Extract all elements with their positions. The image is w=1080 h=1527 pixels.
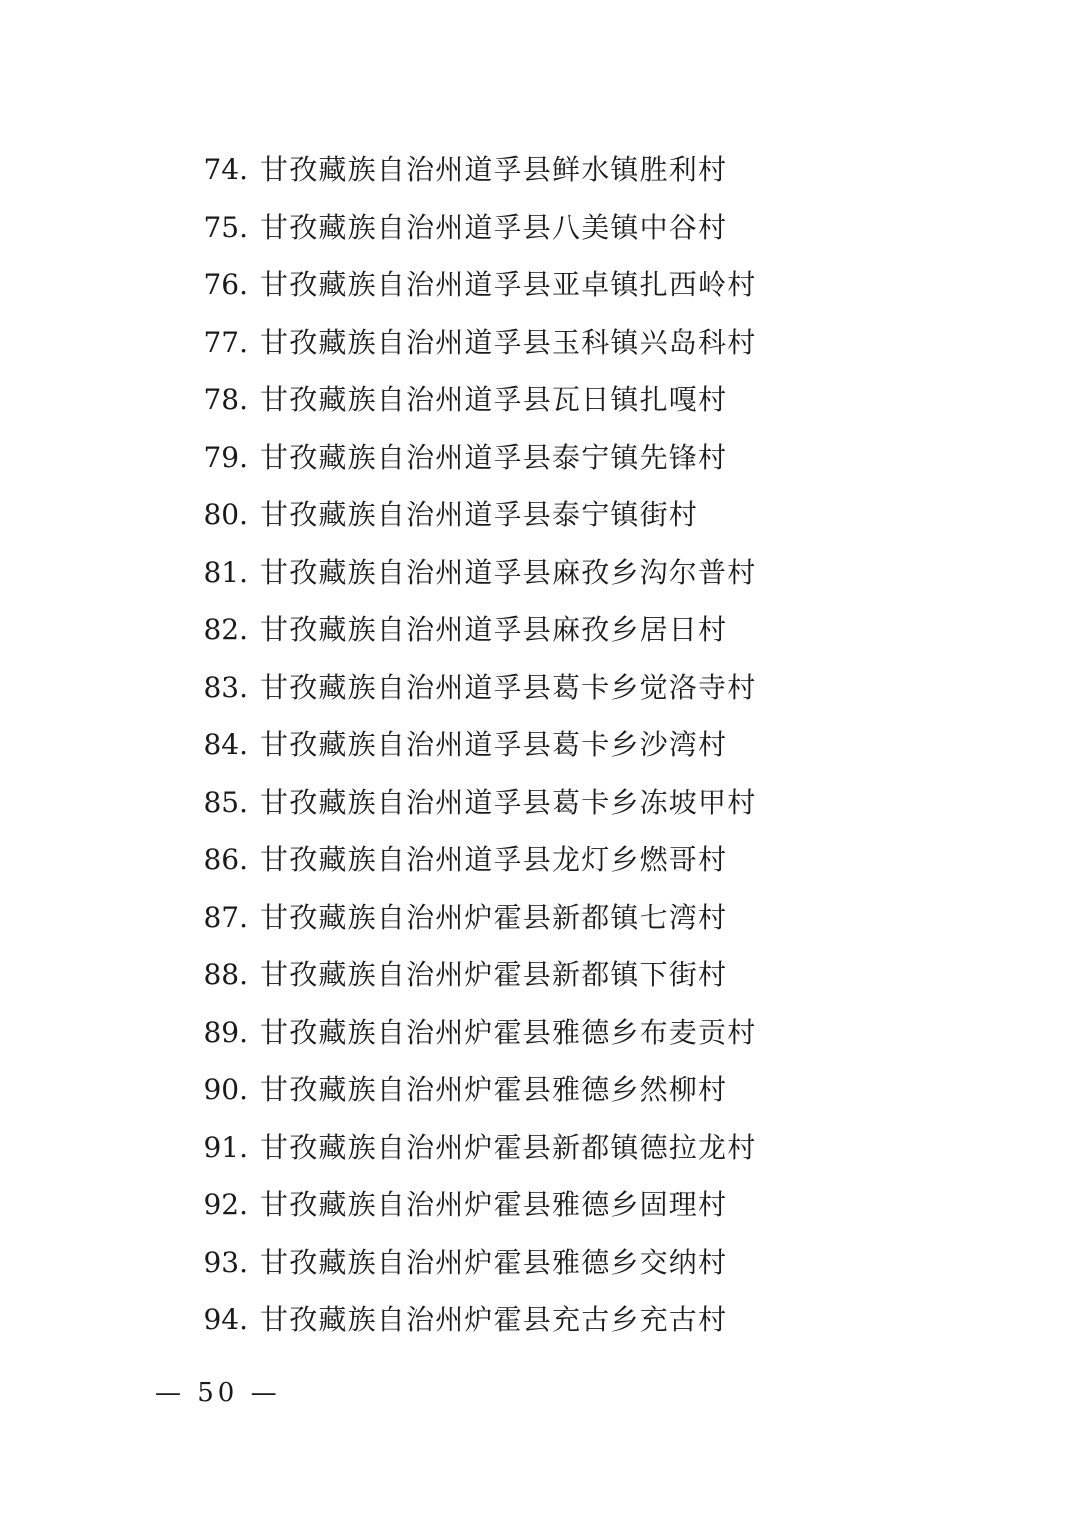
list-item-label: 甘孜藏族自治州道孚县龙灯乡燃哥村	[260, 843, 728, 876]
list-item-number: 84.	[203, 728, 248, 761]
list-item-number: 88.	[203, 958, 248, 991]
list-item-label: 甘孜藏族自治州炉霍县雅德乡交纳村	[260, 1245, 728, 1279]
list-item-label: 甘孜藏族自治州道孚县麻孜乡沟尔普村	[260, 555, 757, 589]
list-item-label: 甘孜藏族自治州道孚县八美镇中谷村	[260, 210, 728, 244]
list-item	[0, 781, 1080, 839]
list-item-number: 78.	[203, 383, 248, 416]
list-item-number: 87.	[203, 900, 248, 934]
list-item-label: 甘孜藏族自治州道孚县葛卡乡沙湾村	[260, 728, 728, 761]
list-item-number: 82.	[203, 613, 248, 646]
list-item-number: 89.	[203, 1015, 248, 1049]
list-item	[0, 838, 1080, 896]
list-item-number: 83.	[203, 670, 248, 704]
list-item-label: 甘孜藏族自治州道孚县瓦日镇扎嘎村	[260, 383, 728, 416]
list-item-label: 甘孜藏族自治州炉霍县新都镇七湾村	[260, 900, 728, 934]
list-item	[0, 321, 1080, 379]
list-item	[0, 436, 1080, 494]
list-item	[0, 551, 1080, 609]
list-item	[0, 493, 1080, 551]
list-item-number: 76.	[203, 268, 248, 301]
list-item-number: 91.	[203, 1130, 248, 1164]
list-item	[0, 378, 1080, 436]
village-list	[0, 148, 1080, 1356]
list-item	[0, 1183, 1080, 1241]
list-item	[0, 608, 1080, 666]
list-item-label: 甘孜藏族自治州炉霍县雅德乡布麦贡村	[260, 1015, 757, 1049]
list-item-label: 甘孜藏族自治州道孚县泰宁镇街村	[260, 498, 699, 531]
list-item-label: 甘孜藏族自治州炉霍县雅德乡固理村	[260, 1188, 728, 1221]
list-item-number: 74.	[203, 153, 248, 186]
list-item	[0, 148, 1080, 206]
list-item-label: 甘孜藏族自治州道孚县葛卡乡觉洛寺村	[260, 670, 757, 704]
list-item-label: 甘孜藏族自治州道孚县麻孜乡居日村	[260, 613, 728, 646]
list-item-number: 92.	[203, 1188, 248, 1221]
list-item-label: 甘孜藏族自治州炉霍县新都镇下街村	[260, 958, 728, 991]
list-item	[0, 1068, 1080, 1126]
list-item	[0, 723, 1080, 781]
list-item-number: 93.	[203, 1245, 248, 1279]
list-item-number: 81.	[203, 555, 248, 589]
list-item-label: 甘孜藏族自治州道孚县鲜水镇胜利村	[260, 153, 728, 186]
list-item-label: 甘孜藏族自治州炉霍县新都镇德拉龙村	[260, 1130, 757, 1164]
list-item	[0, 1298, 1080, 1356]
list-item-number: 94.	[203, 1303, 248, 1336]
list-item-label: 甘孜藏族自治州炉霍县充古乡充古村	[260, 1303, 728, 1336]
list-item-label: 甘孜藏族自治州道孚县泰宁镇先锋村	[260, 440, 728, 474]
list-item-label: 甘孜藏族自治州道孚县玉科镇兴岛科村	[260, 325, 757, 359]
list-item	[0, 896, 1080, 954]
page-number: — 50 —	[155, 1378, 281, 1408]
list-item-number: 75.	[203, 210, 248, 244]
list-item-number: 86.	[203, 843, 248, 876]
list-item	[0, 666, 1080, 724]
list-item-number: 79.	[203, 440, 248, 474]
list-item	[0, 1241, 1080, 1299]
list-item	[0, 1011, 1080, 1069]
list-item	[0, 1126, 1080, 1184]
list-item-label: 甘孜藏族自治州道孚县亚卓镇扎西岭村	[260, 268, 757, 301]
list-item-number: 77.	[203, 325, 248, 359]
list-item	[0, 263, 1080, 321]
list-item-number: 90.	[203, 1073, 248, 1106]
list-item-number: 85.	[203, 785, 248, 819]
list-item	[0, 206, 1080, 264]
list-item-label: 甘孜藏族自治州道孚县葛卡乡冻坡甲村	[260, 785, 757, 819]
list-item-number: 80.	[203, 498, 248, 531]
list-item	[0, 953, 1080, 1011]
list-item-label: 甘孜藏族自治州炉霍县雅德乡然柳村	[260, 1073, 728, 1106]
